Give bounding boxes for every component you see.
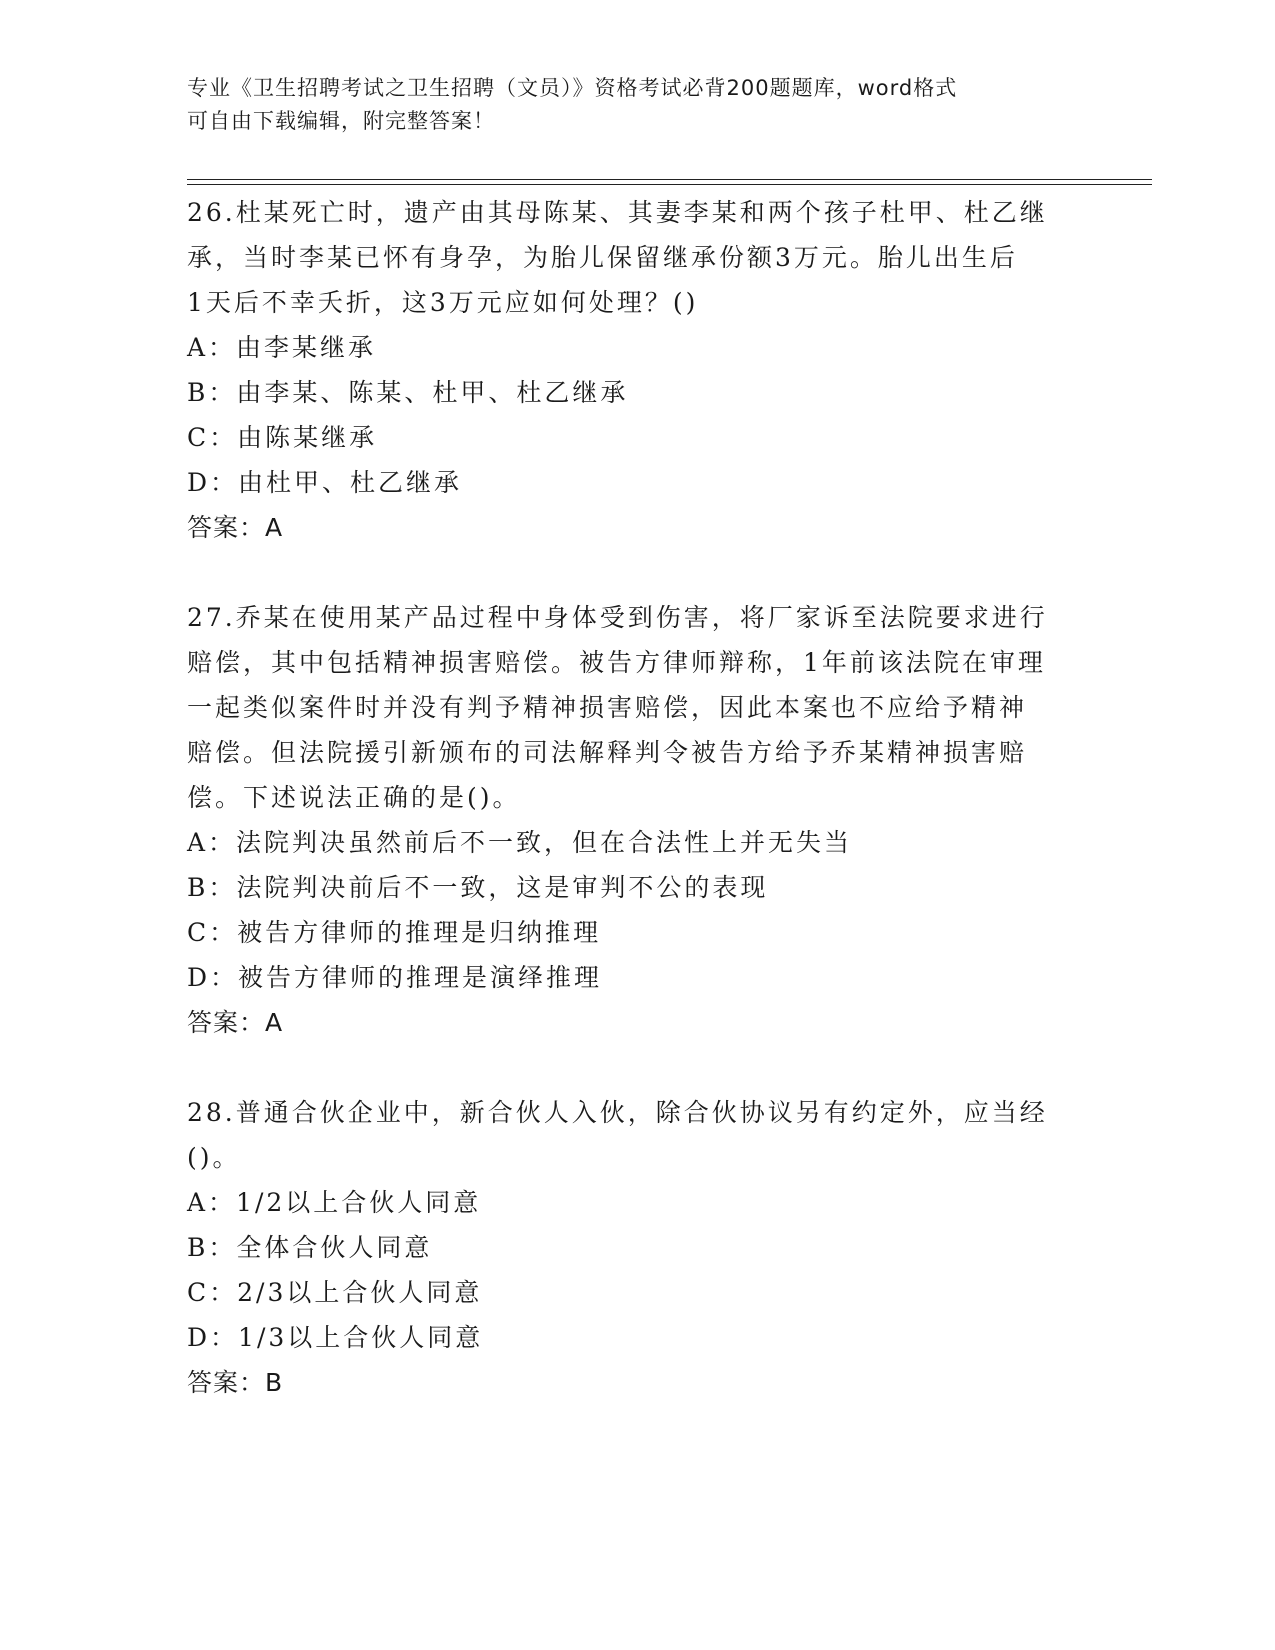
header-rule-bottom [187, 184, 1152, 185]
option-c: C：由陈某继承 [187, 423, 378, 452]
option-c: C：2/3以上合伙人同意 [187, 1278, 483, 1307]
question-stem-line: 一起类似案件时并没有判予精神损害赔偿，因此本案也不应给予精神 [187, 693, 1028, 722]
question-stem-line: 28.普通合伙企业中，新合伙人入伙，除合伙协议另有约定外，应当经 [187, 1098, 1048, 1127]
option-a: A：由李某继承 [187, 333, 377, 362]
answer: 答案：B [187, 1368, 284, 1397]
document-header [187, 72, 1067, 138]
option-a: A：1/2以上合伙人同意 [187, 1188, 482, 1217]
option-b: B：法院判决前后不一致，这是审判不公的表现 [187, 873, 769, 902]
option-d: D：由杜甲、杜乙继承 [187, 468, 463, 497]
question-stem-line: 27.乔某在使用某产品过程中身体受到伤害，将厂家诉至法院要求进行 [187, 603, 1048, 632]
option-d: D：1/3以上合伙人同意 [187, 1323, 484, 1352]
question-stem-line: ()。 [187, 1143, 241, 1172]
answer: 答案：A [187, 1008, 284, 1037]
answer: 答案：A [187, 513, 284, 542]
option-a: A：法院判决虽然前后不一致，但在合法性上并无失当 [187, 828, 853, 857]
question-stem-line: 赔偿。但法院援引新颁布的司法解释判令被告方给予乔某精神损害赔 [187, 738, 1028, 767]
question-stem-line: 承，当时李某已怀有身孕，为胎儿保留继承份额3万元。胎儿出生后 [187, 243, 1018, 272]
question-list [187, 190, 1077, 1405]
option-b: B：全体合伙人同意 [187, 1233, 433, 1262]
option-d: D：被告方律师的推理是演绎推理 [187, 963, 603, 992]
header-line-1: 专业《卫生招聘考试之卫生招聘（文员）》资格考试必背200题题库，word格式 [187, 76, 958, 100]
question-stem-line: 26.杜某死亡时，遗产由其母陈某、其妻李某和两个孩子杜甲、杜乙继 [187, 198, 1048, 227]
question-stem-line: 1天后不幸夭折，这3万元应如何处理？() [187, 288, 699, 317]
question-27 [187, 595, 1077, 1045]
header-rule-top [187, 179, 1152, 180]
question-stem-line: 赔偿，其中包括精神损害赔偿。被告方律师辩称，1年前该法院在审理 [187, 648, 1046, 677]
question-28 [187, 1090, 1077, 1405]
spacer [187, 1045, 1077, 1090]
option-c: C：被告方律师的推理是归纳推理 [187, 918, 602, 947]
question-26 [187, 190, 1077, 550]
spacer [187, 550, 1077, 595]
option-b: B：由李某、陈某、杜甲、杜乙继承 [187, 378, 629, 407]
question-stem-line: 偿。下述说法正确的是()。 [187, 783, 521, 812]
header-line-2: 可自由下载编辑，附完整答案！ [187, 109, 495, 133]
